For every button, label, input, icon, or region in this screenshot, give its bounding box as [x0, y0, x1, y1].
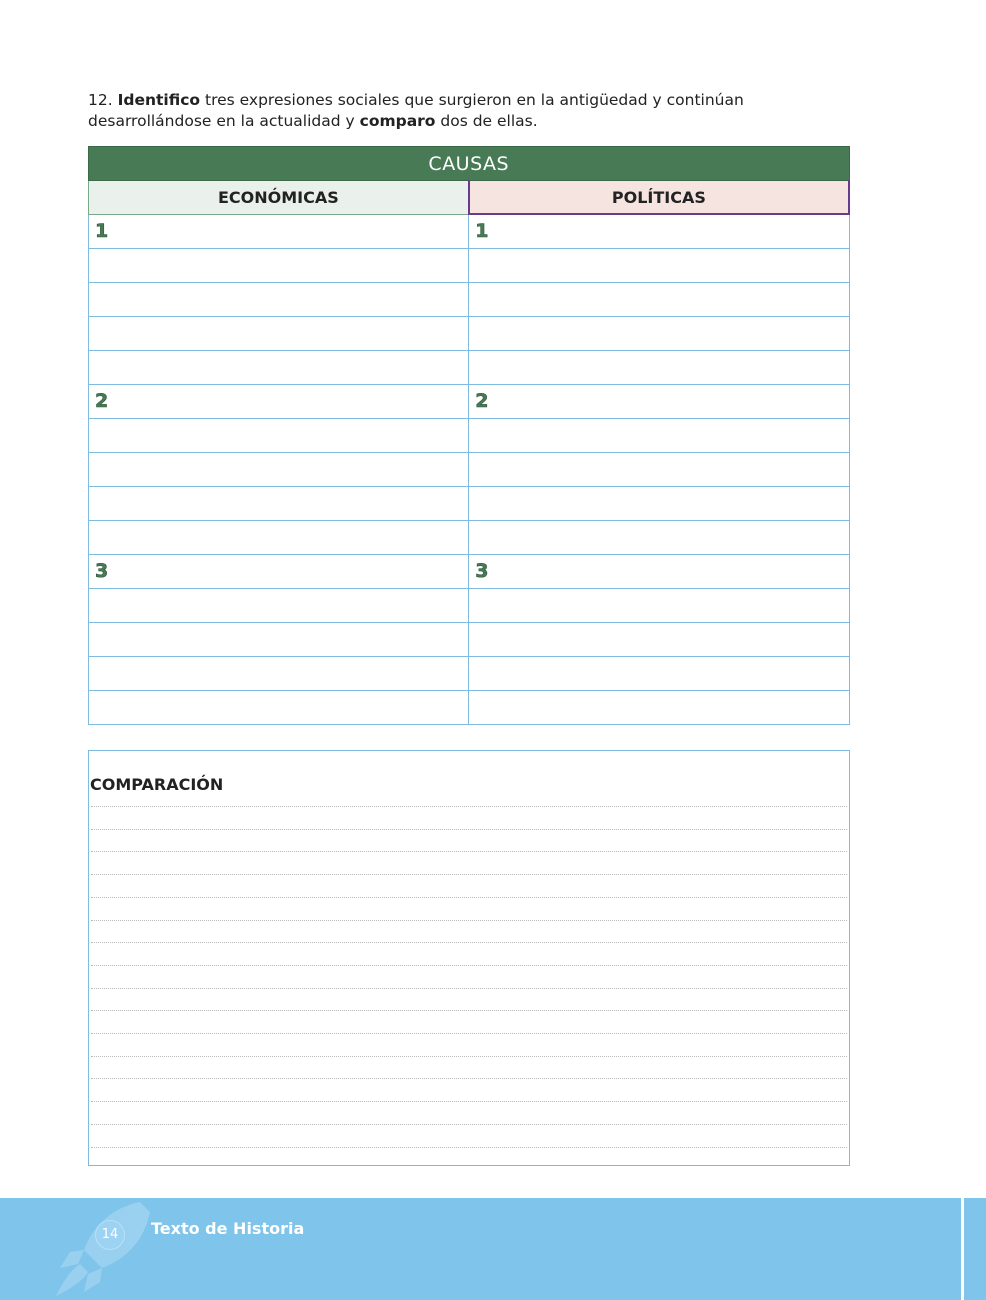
economic-cell-1-line-1[interactable]: [89, 214, 469, 248]
economic-cell-2-line-3[interactable]: [89, 452, 469, 486]
item-number-1: 1: [475, 220, 489, 243]
political-cell-3-line-3[interactable]: [469, 622, 849, 656]
writing-line: [91, 1124, 847, 1125]
economic-cell-3-line-2[interactable]: [89, 588, 469, 622]
causes-header: CAUSAS: [89, 147, 850, 181]
writing-line: [91, 1078, 847, 1079]
writing-line: [91, 920, 847, 921]
writing-line: [91, 1101, 847, 1102]
writing-line: [91, 1056, 847, 1057]
instruction-text-1: tres expresiones sociales que surgieron en la antigüedad y continúan desarrollándose en la actualidad y: [88, 91, 744, 130]
economic-cell-2-line-4[interactable]: [89, 486, 469, 520]
economic-cell-3-line-5[interactable]: [89, 690, 469, 724]
writing-line: [91, 829, 847, 830]
writing-line: [91, 806, 847, 807]
item-number-2: 2: [95, 390, 109, 412]
economic-column-header: ECONÓMICAS: [89, 181, 469, 215]
comparison-title: COMPARACIÓN: [90, 775, 224, 794]
book-title: Texto de Historia: [151, 1219, 305, 1238]
political-cell-3-line-2[interactable]: [469, 588, 849, 622]
writing-line: [91, 1010, 847, 1011]
political-cell-1-line-2[interactable]: [469, 248, 849, 282]
comparison-box[interactable]: [88, 750, 850, 1166]
economic-cell-3-line-4[interactable]: [89, 656, 469, 690]
political-cell-1-line-5[interactable]: [469, 350, 849, 384]
political-cell-1-line-3[interactable]: [469, 282, 849, 316]
economic-cell-1-line-3[interactable]: [89, 282, 469, 316]
political-cell-2-line-5[interactable]: [469, 520, 849, 554]
economic-cell-2-line-2[interactable]: [89, 418, 469, 452]
economic-cell-3-line-3[interactable]: [89, 622, 469, 656]
political-cell-2-line-2[interactable]: [469, 418, 849, 452]
writing-line: [91, 851, 847, 852]
writing-line: [91, 897, 847, 898]
political-cell-3-line-4[interactable]: [469, 656, 849, 690]
activity-instruction: [88, 90, 858, 132]
writing-line: [91, 1147, 847, 1148]
writing-line: [91, 874, 847, 875]
item-number-1: 1: [95, 220, 109, 242]
economic-cell-1-line-2[interactable]: [89, 248, 469, 282]
political-cell-2-line-1[interactable]: [469, 384, 849, 418]
political-cell-2-line-3[interactable]: [469, 452, 849, 486]
page-footer: [0, 1198, 986, 1300]
causes-table: [88, 146, 850, 725]
activity-number: 12.: [88, 91, 113, 109]
economic-cell-2-line-5[interactable]: [89, 520, 469, 554]
economic-cell-2-line-1[interactable]: [89, 384, 469, 418]
political-cell-2-line-4[interactable]: [469, 486, 849, 520]
writing-line: [91, 988, 847, 989]
verb-identifico: Identifico: [117, 91, 201, 109]
instruction-text-2: dos de ellas.: [435, 112, 538, 130]
political-column-header: POLÍTICAS: [469, 181, 849, 215]
writing-line: [91, 965, 847, 966]
verb-comparo: comparo: [359, 112, 436, 130]
writing-line: [91, 1033, 847, 1034]
political-cell-1-line-4[interactable]: [469, 316, 849, 350]
political-cell-1-line-1[interactable]: [469, 214, 849, 248]
economic-cell-3-line-1[interactable]: [89, 554, 469, 588]
economic-cell-1-line-4[interactable]: [89, 316, 469, 350]
footer-edge-strip: [961, 1198, 986, 1300]
writing-line: [91, 942, 847, 943]
item-number-3: 3: [95, 560, 109, 582]
page-number: 14: [95, 1220, 125, 1250]
political-cell-3-line-5[interactable]: [469, 690, 849, 724]
political-cell-3-line-1[interactable]: [469, 554, 849, 588]
economic-cell-1-line-5[interactable]: [89, 350, 469, 384]
item-number-3: 3: [475, 560, 489, 582]
item-number-2: 2: [475, 390, 489, 412]
